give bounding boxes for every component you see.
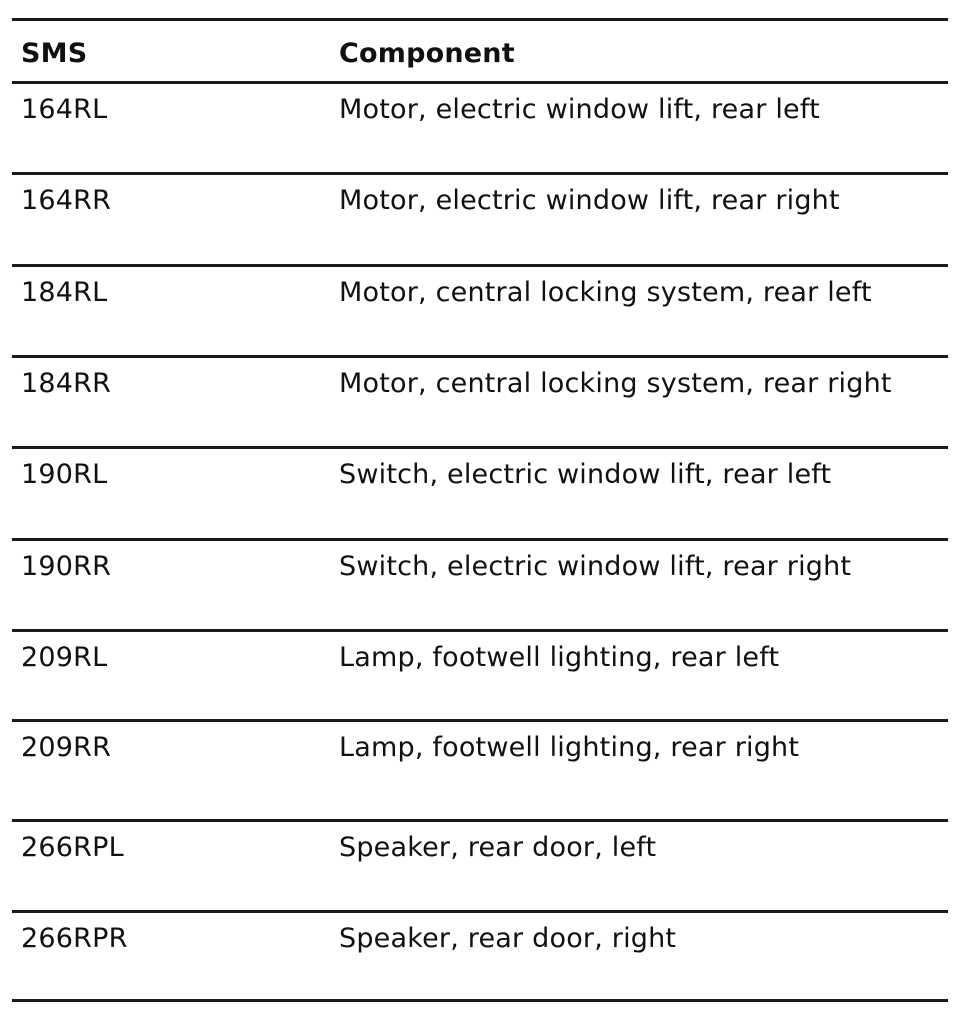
component-cell: Motor, electric window lift, rear right <box>339 185 840 216</box>
sms-cell: 184RL <box>21 277 108 308</box>
sms-cell: 184RR <box>21 368 112 399</box>
component-cell: Motor, central locking system, rear left <box>339 277 872 308</box>
header-component: Component <box>339 38 515 69</box>
sms-cell: 209RR <box>21 732 112 763</box>
component-cell: Speaker, rear door, left <box>339 832 657 863</box>
sms-cell: 209RL <box>21 642 108 673</box>
component-cell: Motor, central locking system, rear right <box>339 368 892 399</box>
table-row <box>12 449 948 538</box>
component-cell: Lamp, footwell lighting, rear right <box>339 732 800 763</box>
component-table <box>12 18 948 1002</box>
sms-cell: 164RR <box>21 185 112 216</box>
header-sms: SMS <box>21 38 88 69</box>
component-cell: Speaker, rear door, right <box>339 923 677 954</box>
table-row <box>12 913 948 999</box>
table-header-row <box>12 21 948 81</box>
table-bottom-rule <box>12 999 948 1002</box>
table-row <box>12 358 948 446</box>
component-cell: Switch, electric window lift, rear right <box>339 551 852 582</box>
sms-cell: 190RR <box>21 551 112 582</box>
table-row <box>12 822 948 910</box>
table-row <box>12 722 948 819</box>
table-row <box>12 267 948 355</box>
table-row <box>12 175 948 264</box>
component-cell: Lamp, footwell lighting, rear left <box>339 642 780 673</box>
sms-cell: 266RPL <box>21 832 124 863</box>
sms-cell: 164RL <box>21 94 108 125</box>
sms-cell: 266RPR <box>21 923 128 954</box>
table-row <box>12 541 948 629</box>
table-row <box>12 84 948 172</box>
component-cell: Switch, electric window lift, rear left <box>339 459 832 490</box>
sms-cell: 190RL <box>21 459 108 490</box>
component-cell: Motor, electric window lift, rear left <box>339 94 820 125</box>
table-row <box>12 632 948 719</box>
